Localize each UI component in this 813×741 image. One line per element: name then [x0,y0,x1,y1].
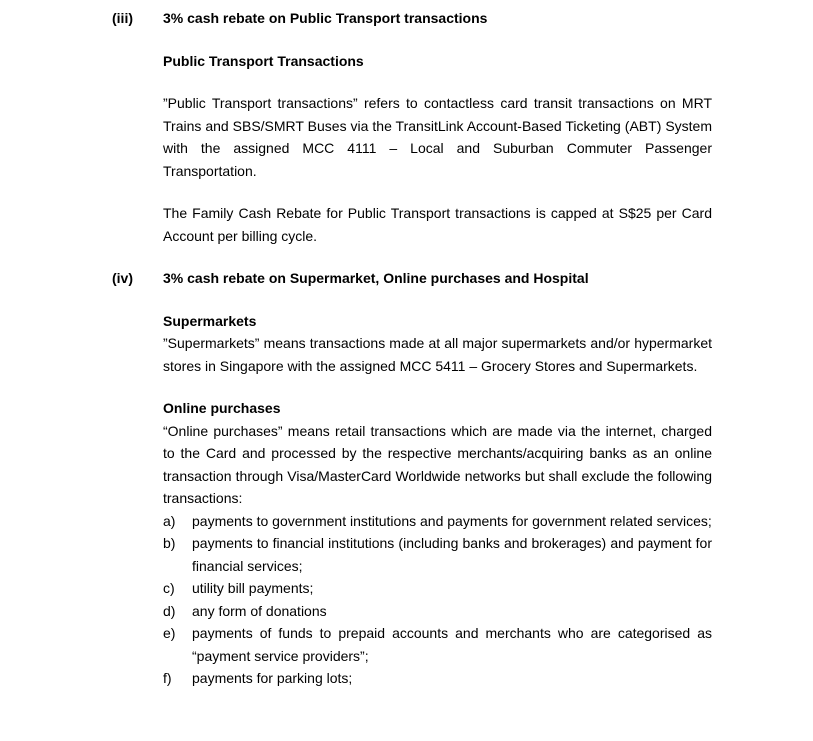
subsection-heading-online-purchases: Online purchases [163,400,281,416]
list-marker: d) [163,602,176,619]
paragraph-public-transport-definition: ”Public Transport transactions” refers to contactless card transit transactions on MRT Trains and SBS/SMRT Buses via the TransitLink Account-Based Ticketing (ABT) System with the assigned MCC 4111 – Local and Suburban Commuter Passenger Transportation. [163,95,712,179]
section-iii [0,7,813,267]
list-marker: e) [163,625,176,641]
list-item [163,600,712,623]
list-item [163,532,712,577]
paragraph-public-transport-cap: The Family Cash Rebate for Public Transport transactions is capped at S$25 per Card Account per billing cycle. [163,205,712,244]
section-number: (iii) [112,10,133,26]
subsection-heading-supermarkets: Supermarkets [163,312,257,329]
list-marker: f) [163,670,172,686]
list-marker: b) [163,535,176,551]
list-item-text: payments to financial institutions (including banks and brokerages) and payment for financial services; [192,535,712,574]
list-item-text: utility bill payments; [192,580,314,596]
list-item-text: any form of donations [192,602,327,619]
list-marker: c) [163,580,175,596]
list-item [163,622,712,667]
exclusions-list [163,510,712,690]
list-item-text: payments for parking lots; [192,670,353,686]
list-item-text: payments of funds to prepaid accounts and merchants who are categorised as “payment service providers”; [192,625,712,664]
section-title: 3% cash rebate on Supermarket, Online purchases and Hospital [163,270,589,286]
section-title: 3% cash rebate on Public Transport transactions [163,10,488,26]
section-content [163,267,712,690]
paragraph-supermarkets-definition: ”Supermarkets” means transactions made at all major supermarkets and/or hypermarket stores in Singapore with the assigned MCC 5411 – Grocery Stores and Supermarkets. [163,335,712,374]
list-item [163,577,712,600]
section-iv [0,267,813,690]
list-item [163,667,712,690]
section-number: (iv) [112,270,133,286]
subsection-heading-public-transport: Public Transport Transactions [163,52,364,69]
list-item-text: payments to government institutions and payments for government related services; [192,512,712,529]
list-marker: a) [163,512,176,529]
section-content [163,7,712,267]
list-item [163,510,712,533]
paragraph-online-purchases-definition: “Online purchases” means retail transactions which are made via the internet, charged to the Card and processed by the respective merchants/acquiring banks as an online transaction through Visa/MasterCard Worldwide networks but shall exclude the following transactions: [163,422,712,506]
